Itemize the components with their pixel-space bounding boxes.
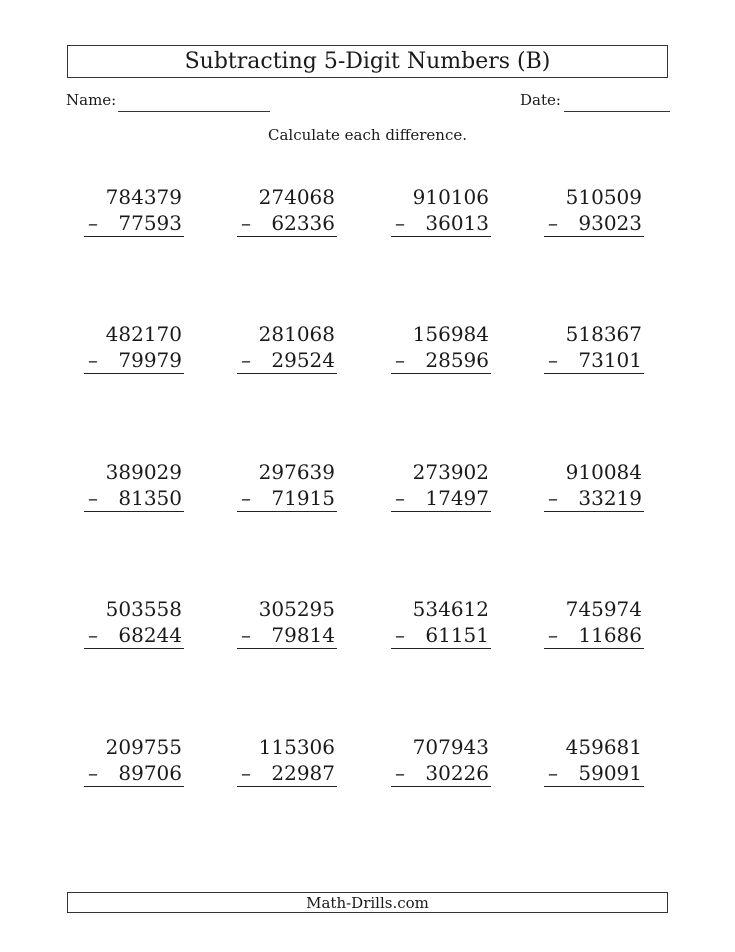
subtraction-problem <box>237 596 337 649</box>
subtrahend-row <box>391 485 491 512</box>
subtrahend-row <box>391 622 491 649</box>
subtrahend-row <box>544 622 644 649</box>
minuend: 518367 <box>565 322 642 346</box>
subtraction-problem <box>391 321 491 374</box>
minuend: 784379 <box>105 185 182 209</box>
minus-sign: – <box>88 623 98 647</box>
minus-sign: – <box>395 348 405 372</box>
subtrahend-row <box>84 622 184 649</box>
minus-sign: – <box>548 348 558 372</box>
subtraction-problem <box>84 321 184 374</box>
subtrahend: 29524 <box>271 348 335 372</box>
minus-sign: – <box>241 761 251 785</box>
subtraction-problem <box>237 184 337 237</box>
minus-sign: – <box>548 623 558 647</box>
subtraction-problem <box>237 459 337 512</box>
subtrahend: 30226 <box>425 761 489 785</box>
subtraction-problem <box>544 596 644 649</box>
subtraction-problem <box>391 184 491 237</box>
minus-sign: – <box>88 761 98 785</box>
subtrahend: 11686 <box>578 623 642 647</box>
minuend: 510509 <box>565 185 642 209</box>
date-line <box>564 111 670 112</box>
date-label: Date: <box>520 91 561 109</box>
minus-sign: – <box>395 761 405 785</box>
minuend: 281068 <box>258 322 335 346</box>
minus-sign: – <box>548 211 558 235</box>
minuend: 273902 <box>412 460 489 484</box>
subtraction-problem <box>544 734 644 787</box>
minuend: 389029 <box>105 460 182 484</box>
subtrahend: 61151 <box>425 623 489 647</box>
subtrahend: 71915 <box>271 486 335 510</box>
minus-sign: – <box>88 486 98 510</box>
minuend: 910106 <box>412 185 489 209</box>
subtraction-problem <box>544 184 644 237</box>
minus-sign: – <box>395 486 405 510</box>
minus-sign: – <box>395 623 405 647</box>
subtrahend: 22987 <box>271 761 335 785</box>
subtrahend-row <box>391 210 491 237</box>
minuend: 209755 <box>105 735 182 759</box>
minuend: 115306 <box>258 735 335 759</box>
subtrahend: 68244 <box>118 623 182 647</box>
minus-sign: – <box>88 211 98 235</box>
subtrahend-row <box>237 485 337 512</box>
minuend: 459681 <box>565 735 642 759</box>
minuend: 482170 <box>105 322 182 346</box>
minuend: 503558 <box>105 597 182 621</box>
subtrahend-row <box>391 347 491 374</box>
subtrahend: 62336 <box>271 211 335 235</box>
subtrahend: 79979 <box>118 348 182 372</box>
subtrahend: 59091 <box>578 761 642 785</box>
minus-sign: – <box>241 486 251 510</box>
minuend: 297639 <box>258 460 335 484</box>
subtrahend: 81350 <box>118 486 182 510</box>
subtrahend-row <box>237 347 337 374</box>
subtraction-problem <box>391 459 491 512</box>
subtrahend: 89706 <box>118 761 182 785</box>
subtrahend: 93023 <box>578 211 642 235</box>
minuend: 707943 <box>412 735 489 759</box>
subtrahend: 28596 <box>425 348 489 372</box>
subtraction-problem <box>84 184 184 237</box>
minuend: 745974 <box>565 597 642 621</box>
subtraction-problem <box>391 596 491 649</box>
minuend: 305295 <box>258 597 335 621</box>
subtrahend-row <box>237 210 337 237</box>
subtrahend: 73101 <box>578 348 642 372</box>
subtrahend-row <box>544 210 644 237</box>
worksheet-title: Subtracting 5-Digit Numbers (B) <box>67 45 668 78</box>
subtrahend: 36013 <box>425 211 489 235</box>
subtrahend: 79814 <box>271 623 335 647</box>
minuend: 910084 <box>565 460 642 484</box>
subtraction-problem <box>237 321 337 374</box>
minus-sign: – <box>241 211 251 235</box>
subtrahend-row <box>84 210 184 237</box>
subtrahend-row <box>84 760 184 787</box>
subtrahend-row <box>391 760 491 787</box>
subtraction-problem <box>391 734 491 787</box>
subtraction-problem <box>84 596 184 649</box>
subtrahend: 17497 <box>425 486 489 510</box>
subtrahend-row <box>237 622 337 649</box>
minus-sign: – <box>88 348 98 372</box>
subtrahend-row <box>84 485 184 512</box>
minus-sign: – <box>548 486 558 510</box>
subtrahend-row <box>544 347 644 374</box>
minuend: 534612 <box>412 597 489 621</box>
minuend: 156984 <box>412 322 489 346</box>
minuend: 274068 <box>258 185 335 209</box>
footer: Math-Drills.com <box>67 892 668 913</box>
subtraction-problem <box>84 734 184 787</box>
subtrahend-row <box>237 760 337 787</box>
subtrahend: 77593 <box>118 211 182 235</box>
subtrahend-row <box>84 347 184 374</box>
minus-sign: – <box>548 761 558 785</box>
subtrahend: 33219 <box>578 486 642 510</box>
subtraction-problem <box>84 459 184 512</box>
minus-sign: – <box>241 623 251 647</box>
minus-sign: – <box>241 348 251 372</box>
subtrahend-row <box>544 485 644 512</box>
name-label: Name: <box>66 91 117 109</box>
subtraction-problem <box>544 459 644 512</box>
minus-sign: – <box>395 211 405 235</box>
subtraction-problem <box>544 321 644 374</box>
name-line <box>118 111 270 112</box>
subtraction-problem <box>237 734 337 787</box>
subtrahend-row <box>544 760 644 787</box>
instructions: Calculate each difference. <box>267 126 468 144</box>
